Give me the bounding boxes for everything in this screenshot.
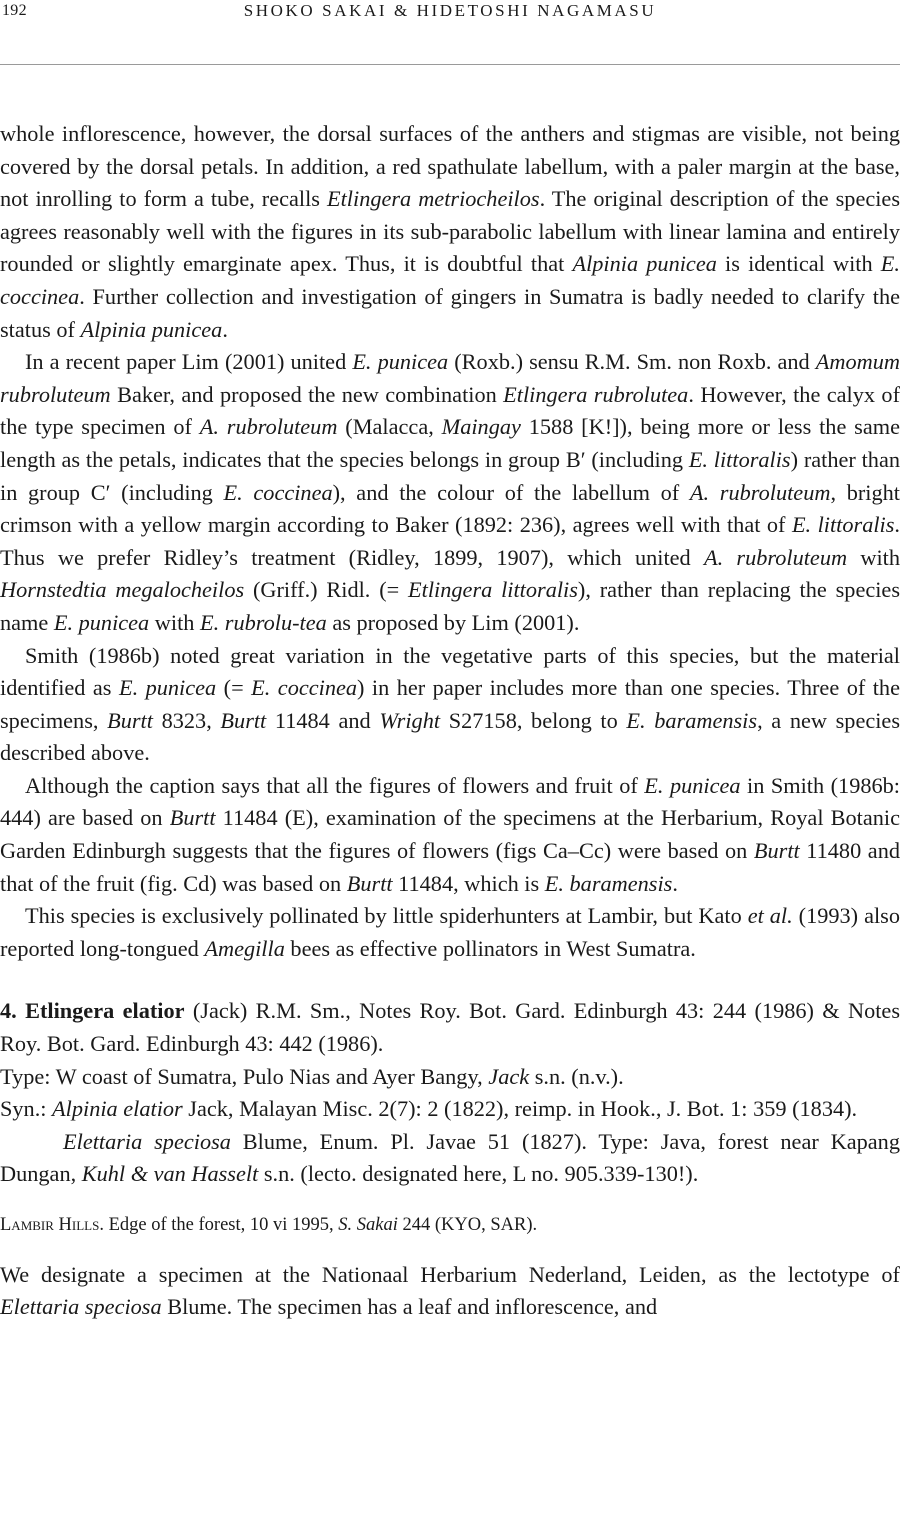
paragraph-lim-2001: In a recent paper Lim (2001) united E. punicea (Roxb.) sensu R.M. Sm. non Roxb. and Amomum rubroluteum Baker, and proposed the new combination Etlingera rubrolutea. However, the calyx of the type specimen of A. rubroluteum (Malacca, Maingay 1588 [K!]), being more or less the same length as the petals, indicates that the species belongs in group B′ (including E. littoralis) rather than in group C′ (including E. coccinea), and the colour of the labellum of A. rubroluteum, bright crimson with a yellow margin according to Baker (1892: 236), agrees well with that of E. littoralis. Thus we prefer Ridley’s treatment (Ridley, 1899, 1907), which united A. rubroluteum with Hornstedtia megalocheilos (Griff.) Ridl. (= Etlingera littoralis), rather than replacing the species name E. punicea with E. rubrolu-tea as proposed by Lim (2001). [0, 349, 900, 635]
species-heading: 4. Etlingera elatior (Jack) R.M. Sm., Notes Roy. Bot. Gard. Edinburgh 43: 244 (1986) & Notes Roy. Bot. Gard. Edinburgh 43: 442 (1986). [0, 998, 900, 1057]
page-body [0, 118, 900, 1324]
page-number: 192 [2, 2, 27, 19]
locality-gap [0, 1191, 900, 1209]
paragraph-smith-1986b: Smith (1986b) noted great variation in the vegetative parts of this species, but the material identified as E. punicea (= E. coccinea) in her paper includes more than one species. Three of the specimens, Burtt 8323, Burtt 11484 and Wright S27158, belong to E. baramensis, a new species described above. [0, 642, 900, 766]
paragraph-lectotype: We designate a specimen at the Nationaal Herbarium Nederland, Leiden, as the lectotype of Elettaria speciosa Blume. The specimen has a leaf and inflorescence, and [0, 1261, 900, 1320]
type-line: Type: W coast of Sumatra, Pulo Nias and Ayer Bangy, Jack s.n. (n.v.). [0, 1063, 624, 1089]
paragraph-pollination: This species is exclusively pollinated by little spiderhunters at Lambir, but Kato et al. (1993) also reported long-tongued Amegilla bees as effective pollinators in West Sumatra. [0, 903, 900, 961]
locality-line: Lambir Hills. Edge of the forest, 10 vi 1995, S. Sakai 244 (KYO, SAR). [0, 1215, 538, 1235]
paragraph-gap [0, 1242, 900, 1259]
header-rule [0, 64, 900, 65]
synonym-line-2: Elettaria speciosa Blume, Enum. Pl. Javae 51 (1827). Type: Java, forest near Kapang Dungan, Kuhl & van Hasselt s.n. (lecto. designated here, L no. 905.339-130!). [0, 1128, 900, 1187]
section-gap [0, 965, 900, 995]
page-header [0, 0, 900, 30]
running-title: SHOKO SAKAI & HIDETOSHI NAGAMASU [243, 1, 657, 20]
paragraph-figures-caption: Although the caption says that all the figures of flowers and fruit of E. punicea in Smith (1986b: 444) are based on Burtt 11484 (E), examination of the specimens at the Herbarium, Royal Botanic Garden Edinburgh suggests that the figures of flowers (figs Ca–Cc) were based on Burtt 11480 and that of the fruit (fig. Cd) was based on Burtt 11484, which is E. baramensis. [0, 772, 900, 896]
synonym-line: Syn.: Alpinia elatior Jack, Malayan Misc. 2(7): 2 (1822), reimp. in Hook., J. Bot. 1: 359 (1834). [0, 1096, 858, 1122]
paragraph-continuation: whole inflorescence, however, the dorsal surfaces of the anthers and stigmas are visible, not being covered by the dorsal petals. In addition, a red spathulate labellum, with a paler margin at the base, not inrolling to form a tube, recalls Etlingera metriocheilos. The original description of the species agrees reasonably well with the figures in its sub-parabolic labellum with linear lamina and entirely rounded or slightly emarginate apex. Thus, it is doubtful that Alpinia punicea is identical with E. coccinea. Further collection and investigation of gingers in Sumatra is badly needed to clarify the status of Alpinia punicea. [0, 121, 900, 342]
